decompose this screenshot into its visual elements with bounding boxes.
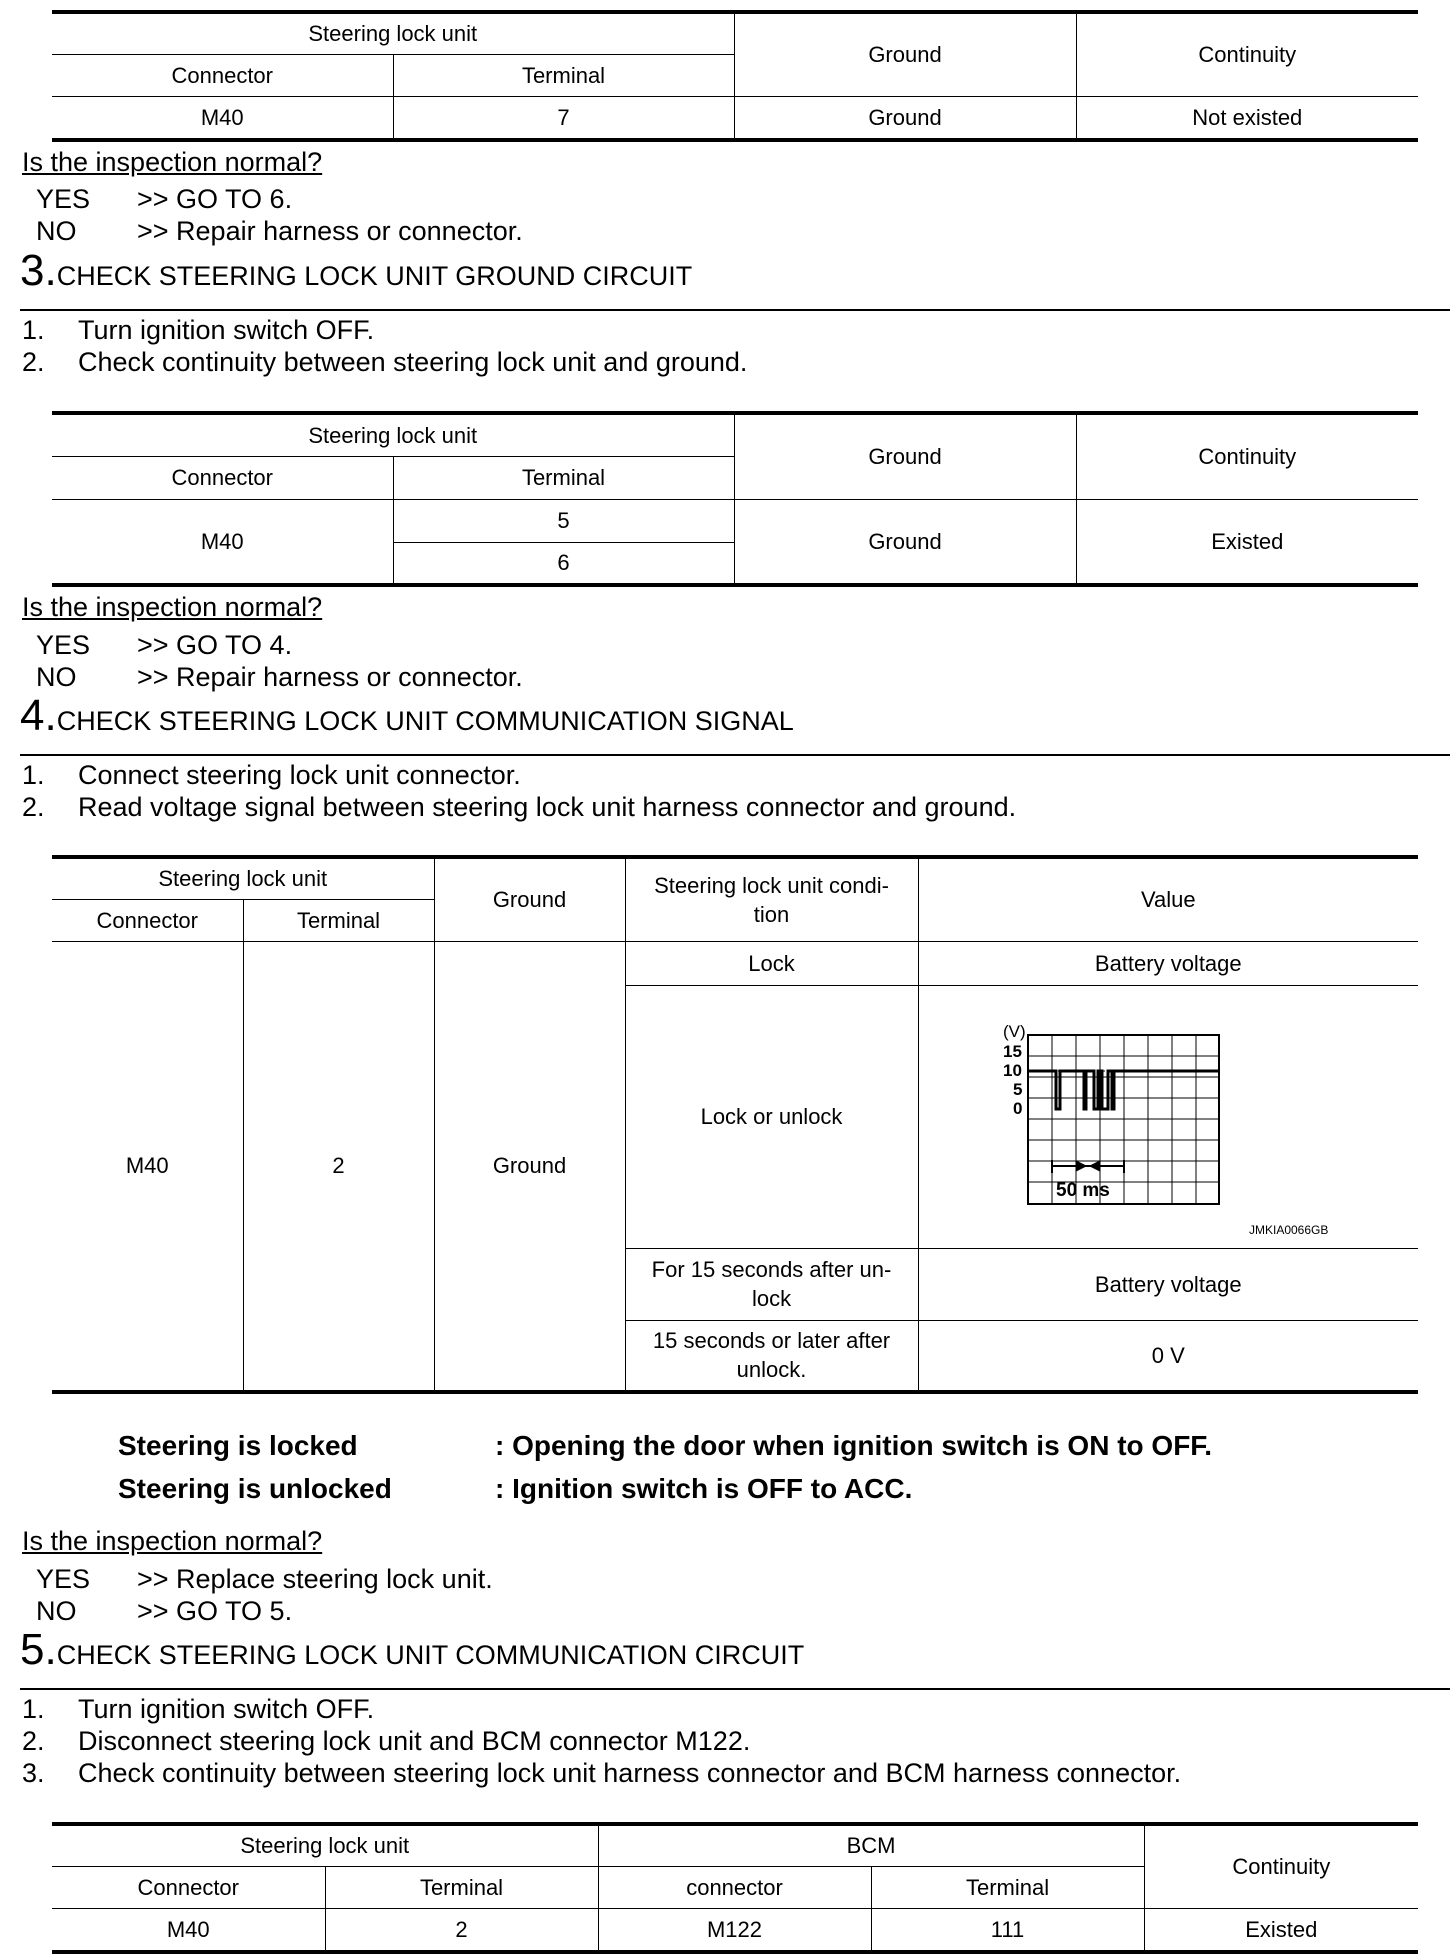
list-item-text: Check continuity between steering lock unit and ground. <box>78 347 748 377</box>
inspection-question: Is the inspection normal? <box>22 147 323 177</box>
table-header-group-bcm: BCM <box>598 1824 1144 1866</box>
waveform-ytick: 15 <box>1002 1041 1022 1061</box>
table-header-group: Steering lock unit <box>52 413 734 456</box>
table-header-bcm-connector: connector <box>598 1866 871 1908</box>
table-cell-connector: M40 <box>52 941 243 1392</box>
table-cell-terminal: 5 <box>393 499 734 542</box>
table-cell-connector: M40 <box>52 1908 325 1952</box>
table-4-communication-circuit <box>52 1822 1418 1954</box>
table-header-group: Steering lock unit <box>52 857 434 899</box>
divider <box>20 1688 1450 1690</box>
answer-yes-label: YES <box>36 1564 91 1594</box>
answer-no-text: >> GO TO 5. <box>137 1596 293 1626</box>
step-heading <box>20 691 794 741</box>
table-header-condition: Steering lock unit condi- tion <box>625 857 918 941</box>
table-header-connector: Connector <box>52 899 243 941</box>
step-title: CHECK STEERING LOCK UNIT COMMUNICATION CIRCUIT <box>56 1640 805 1670</box>
table-cell-ground: Ground <box>434 941 625 1392</box>
waveform-grid <box>1028 1035 1219 1204</box>
table-header-terminal: Terminal <box>393 456 734 499</box>
waveform-unit-label: (V) <box>1002 1021 1026 1041</box>
table-1-ground-check <box>52 10 1418 142</box>
table-header-continuity: Continuity <box>1076 413 1418 499</box>
table-cell-waveform <box>918 985 1418 1248</box>
list-item-number: 1. <box>22 315 45 345</box>
list-item-text: Disconnect steering lock unit and BCM connector M122. <box>78 1726 751 1756</box>
answer-no-label: NO <box>36 216 77 246</box>
list-item-text: Turn ignition switch OFF. <box>78 315 375 345</box>
step-title: CHECK STEERING LOCK UNIT GROUND CIRCUIT <box>56 261 693 291</box>
table-cell-bcm-connector: M122 <box>598 1908 871 1952</box>
list-item-text: Turn ignition switch OFF. <box>78 1694 375 1724</box>
table-cell-terminal: 2 <box>243 941 434 1392</box>
waveform-time-label: 50 ms <box>1055 1179 1110 1201</box>
table-header-connector: Connector <box>52 54 393 96</box>
list-item-number: 2. <box>22 792 45 822</box>
table-header-group: Steering lock unit <box>52 12 734 54</box>
table-cell-bcm-terminal: 111 <box>871 1908 1144 1952</box>
answer-no-label: NO <box>36 1596 77 1626</box>
table-cell-ground: Ground <box>734 499 1076 585</box>
table-cell-continuity: Existed <box>1144 1908 1418 1952</box>
table-2-ground-circuit <box>52 411 1418 587</box>
table-header-bcm-terminal: Terminal <box>871 1866 1144 1908</box>
inspection-question: Is the inspection normal? <box>22 1526 323 1556</box>
table-header-continuity: Continuity <box>1144 1824 1418 1908</box>
answer-yes-label: YES <box>36 184 91 214</box>
note-value: : Opening the door when ignition switch is ON to OFF. <box>495 1430 1213 1461</box>
table-cell-ground: Ground <box>734 96 1076 140</box>
table-cell-connector: M40 <box>52 499 393 585</box>
figure-id: JMKIA0066GB <box>1248 1222 1328 1237</box>
table-header-continuity: Continuity <box>1076 12 1418 96</box>
list-item-number: 1. <box>22 1694 45 1724</box>
table-header-value: Value <box>918 857 1418 941</box>
step-heading <box>20 246 692 296</box>
note-label: Steering is locked <box>118 1430 358 1461</box>
list-item-text: Connect steering lock unit connector. <box>78 760 521 790</box>
table-cell-condition: Lock or unlock <box>625 985 918 1248</box>
waveform-ytick: 5 <box>1012 1079 1022 1099</box>
step-number: 5. <box>20 1625 57 1674</box>
answer-no-text: >> Repair harness or connector. <box>137 216 523 246</box>
table-header-ground: Ground <box>734 413 1076 499</box>
table-cell-continuity: Not existed <box>1076 96 1418 140</box>
answer-yes-label: YES <box>36 630 91 660</box>
step-heading <box>20 1625 804 1675</box>
list-item-text: Read voltage signal between steering lock unit harness connector and ground. <box>78 792 1017 822</box>
step-number: 4. <box>20 691 57 740</box>
table-cell-terminal: 6 <box>393 542 734 585</box>
table-cell-condition: Lock <box>625 941 918 985</box>
table-3-communication-signal <box>52 855 1418 1394</box>
table-cell-value: Battery voltage <box>918 941 1418 985</box>
step-number: 3. <box>20 246 57 295</box>
waveform-ytick: 10 <box>1002 1060 1022 1080</box>
note-value: : Ignition switch is OFF to ACC. <box>495 1473 913 1504</box>
table-cell-value: 0 V <box>918 1320 1418 1392</box>
list-item-text: Check continuity between steering lock unit harness connector and BCM harness connector. <box>78 1758 1182 1788</box>
table-cell-value: Battery voltage <box>918 1248 1418 1320</box>
list-item-number: 1. <box>22 760 45 790</box>
list-item-number: 3. <box>22 1758 45 1788</box>
table-header-terminal: Terminal <box>325 1866 598 1908</box>
waveform-ytick: 0 <box>1012 1098 1022 1118</box>
table-header-ground: Ground <box>434 857 625 941</box>
table-header-connector: Connector <box>52 456 393 499</box>
divider <box>20 754 1450 756</box>
table-header-terminal: Terminal <box>243 899 434 941</box>
answer-yes-text: >> GO TO 6. <box>137 184 293 214</box>
voltage-waveform-figure <box>919 987 1407 1247</box>
table-header-connector: Connector <box>52 1866 325 1908</box>
answer-yes-text: >> Replace steering lock unit. <box>137 1564 493 1594</box>
note-label: Steering is unlocked <box>118 1473 392 1504</box>
table-cell-terminal: 7 <box>393 96 734 140</box>
table-header-group: Steering lock unit <box>52 1824 598 1866</box>
inspection-question: Is the inspection normal? <box>22 592 323 622</box>
table-cell-continuity: Existed <box>1076 499 1418 585</box>
table-header-ground: Ground <box>734 12 1076 96</box>
table-header-terminal: Terminal <box>393 54 734 96</box>
answer-yes-text: >> GO TO 4. <box>137 630 293 660</box>
table-cell-condition: 15 seconds or later after unlock. <box>625 1320 918 1392</box>
table-cell-connector: M40 <box>52 96 393 140</box>
list-item-number: 2. <box>22 347 45 377</box>
answer-no-label: NO <box>36 662 77 692</box>
step-title: CHECK STEERING LOCK UNIT COMMUNICATION SIGNAL <box>56 706 794 736</box>
answer-no-text: >> Repair harness or connector. <box>137 662 523 692</box>
table-cell-condition: For 15 seconds after un- lock <box>625 1248 918 1320</box>
list-item-number: 2. <box>22 1726 45 1756</box>
divider <box>20 309 1450 311</box>
waveform-time-marker <box>1052 1160 1124 1173</box>
table-cell-terminal: 2 <box>325 1908 598 1952</box>
